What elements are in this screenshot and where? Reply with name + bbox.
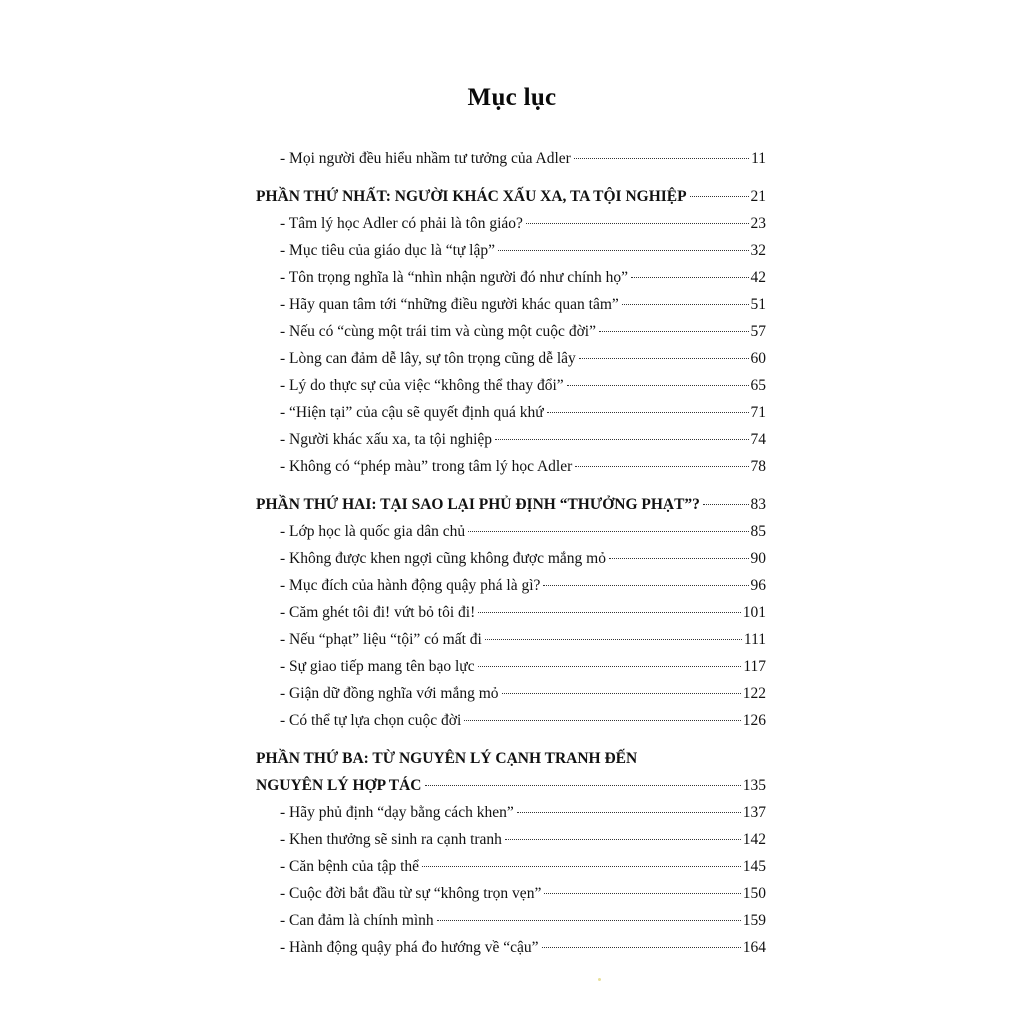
toc-entry-title: - Không có “phép màu” trong tâm lý học Adler	[280, 458, 573, 475]
toc-page-number: 159	[742, 912, 766, 929]
toc-page-number: 101	[742, 604, 766, 621]
toc-part-heading	[256, 493, 766, 517]
paper-speck	[598, 978, 601, 981]
toc-part-heading	[256, 747, 766, 771]
dot-leader	[425, 784, 741, 786]
dot-leader	[544, 892, 740, 894]
dot-leader	[703, 503, 749, 505]
toc-entry-title: - Nếu “phạt” liệu “tội” có mất đi	[280, 631, 482, 648]
toc-page-number: 150	[742, 885, 766, 902]
toc-entry-title: - “Hiện tại” của cậu sẽ quyết định quá khứ	[280, 404, 544, 421]
toc-page-number: 11	[751, 150, 766, 167]
toc-entry	[280, 882, 766, 906]
toc-page-number: 57	[750, 323, 766, 340]
dot-leader	[574, 157, 749, 159]
toc-entry	[280, 547, 766, 571]
dot-leader	[464, 719, 741, 721]
toc-entry	[280, 828, 766, 852]
toc-part-heading	[256, 774, 766, 798]
toc-page-number: 126	[742, 712, 766, 729]
dot-leader	[498, 249, 749, 251]
toc-entry-title: PHẦN THỨ BA: TỪ NGUYÊN LÝ CẠNH TRANH ĐẾN	[256, 750, 638, 767]
toc-page-number: 60	[750, 350, 766, 367]
dot-leader	[567, 384, 749, 386]
toc-page-number: 164	[742, 939, 766, 956]
toc-entry-title: - Tâm lý học Adler có phải là tôn giáo?	[280, 215, 523, 232]
toc-entry	[280, 520, 766, 544]
toc-entry-title: - Mục đích của hành động quậy phá là gì?	[280, 577, 541, 594]
dot-leader	[478, 611, 741, 613]
toc-entry	[280, 455, 766, 479]
toc-entry-title: - Hãy phủ định “dạy bằng cách khen”	[280, 804, 514, 821]
toc-entry	[280, 655, 766, 679]
toc-entry	[280, 212, 766, 236]
toc-entry-title: - Hành động quậy phá đo hướng về “cậu”	[280, 939, 539, 956]
toc-entry	[280, 428, 766, 452]
toc-page-number: 78	[750, 458, 766, 475]
dot-leader	[609, 557, 749, 559]
dot-leader	[547, 411, 749, 413]
toc-page-number: 145	[742, 858, 766, 875]
dot-leader	[622, 303, 749, 305]
toc-entry	[280, 239, 766, 263]
dot-leader	[485, 638, 742, 640]
toc-entry-title: - Cuộc đời bắt đầu từ sự “không trọn vẹn”	[280, 885, 542, 902]
toc-page-number: 23	[750, 215, 766, 232]
toc-entry	[280, 401, 766, 425]
toc-entry-title: - Can đảm là chính mình	[280, 912, 434, 929]
toc-entry	[280, 347, 766, 371]
dot-leader	[505, 838, 741, 840]
toc-entry-title: - Căn bệnh của tập thể	[280, 858, 420, 875]
toc-page-number: 85	[750, 523, 766, 540]
dot-leader	[579, 357, 749, 359]
dot-leader	[631, 276, 748, 278]
toc-page-number: 51	[750, 296, 766, 313]
toc-entry	[280, 801, 766, 825]
toc-entry	[280, 147, 766, 171]
toc-part-heading	[256, 185, 766, 209]
dot-leader	[437, 919, 741, 921]
toc-entry	[280, 936, 766, 960]
toc-entry	[280, 320, 766, 344]
toc-entry-title: - Nếu có “cùng một trái tim và cùng một cuộc đời”	[280, 323, 596, 340]
toc-entry-title: - Mọi người đều hiểu nhầm tư tưởng của Adler	[280, 150, 571, 167]
toc-page-number: 21	[750, 188, 766, 205]
toc-page-number: 137	[742, 804, 766, 821]
toc-page-number: 42	[750, 269, 766, 286]
toc-entry	[280, 601, 766, 625]
toc-page-number: 71	[750, 404, 766, 421]
toc-entry-title: - Tôn trọng nghĩa là “nhìn nhận người đó như chính họ”	[280, 269, 629, 286]
toc-page-number: 122	[742, 685, 766, 702]
toc-page-number: 111	[743, 631, 766, 648]
toc-entry-title: - Khen thưởng sẽ sinh ra cạnh tranh	[280, 831, 502, 848]
toc-entry	[280, 855, 766, 879]
toc-entry-title: NGUYÊN LÝ HỢP TÁC	[256, 777, 422, 794]
toc-page-number: 142	[742, 831, 766, 848]
dot-leader	[526, 222, 749, 224]
dot-leader	[495, 438, 748, 440]
toc-entry-title: - Có thể tự lựa chọn cuộc đời	[280, 712, 462, 729]
dot-leader	[517, 811, 741, 813]
dot-leader	[690, 195, 749, 197]
toc-entry-title: - Hãy quan tâm tới “những điều người khác quan tâm”	[280, 296, 619, 313]
toc-entry	[280, 628, 766, 652]
toc-entry-title: - Người khác xấu xa, ta tội nghiệp	[280, 431, 493, 448]
dot-leader	[599, 330, 749, 332]
toc-page-number: 74	[750, 431, 766, 448]
toc-entry-title: - Lý do thực sự của việc “không thể thay đổi”	[280, 377, 564, 394]
toc-entry	[280, 266, 766, 290]
toc-entry	[280, 574, 766, 598]
toc-page-number: 32	[750, 242, 766, 259]
toc-entry	[280, 709, 766, 733]
toc-entry	[280, 374, 766, 398]
toc-entry	[280, 682, 766, 706]
toc-page-number: 96	[750, 577, 766, 594]
dot-leader	[478, 665, 742, 667]
toc-page-number: 135	[742, 777, 766, 794]
toc-entry-title: - Lòng can đảm dễ lây, sự tôn trọng cũng dễ lây	[280, 350, 576, 367]
toc-entry-title: PHẦN THỨ NHẤT: NGƯỜI KHÁC XẤU XA, TA TỘI NGHIỆP	[256, 188, 687, 205]
toc-page-number: 90	[750, 550, 766, 567]
dot-leader	[575, 465, 748, 467]
dot-leader	[502, 692, 741, 694]
toc-entry-title: - Giận dữ đồng nghĩa với mắng mỏ	[280, 685, 499, 702]
toc-page-number: 83	[750, 496, 766, 513]
toc-page-number: 65	[750, 377, 766, 394]
dot-leader	[542, 946, 741, 948]
toc-entry-title: - Căm ghét tôi đi! vứt bỏ tôi đi!	[280, 604, 476, 621]
toc-entry	[280, 293, 766, 317]
toc-entry	[280, 909, 766, 933]
page-title: Mục lục	[467, 84, 557, 111]
toc-entry-title: - Lớp học là quốc gia dân chủ	[280, 523, 466, 540]
toc-entry-title: - Mục tiêu của giáo dục là “tự lập”	[280, 242, 495, 259]
toc-entry-title: - Sự giao tiếp mang tên bạo lực	[280, 658, 475, 675]
dot-leader	[543, 584, 748, 586]
toc-entry-title: PHẦN THỨ HAI: TẠI SAO LẠI PHỦ ĐỊNH “THƯỞNG PHẠT”?	[256, 496, 700, 513]
toc-page-number: 117	[743, 658, 766, 675]
dot-leader	[422, 865, 741, 867]
toc-entry-title: - Không được khen ngợi cũng không được mắng mỏ	[280, 550, 606, 567]
dot-leader	[468, 530, 748, 532]
